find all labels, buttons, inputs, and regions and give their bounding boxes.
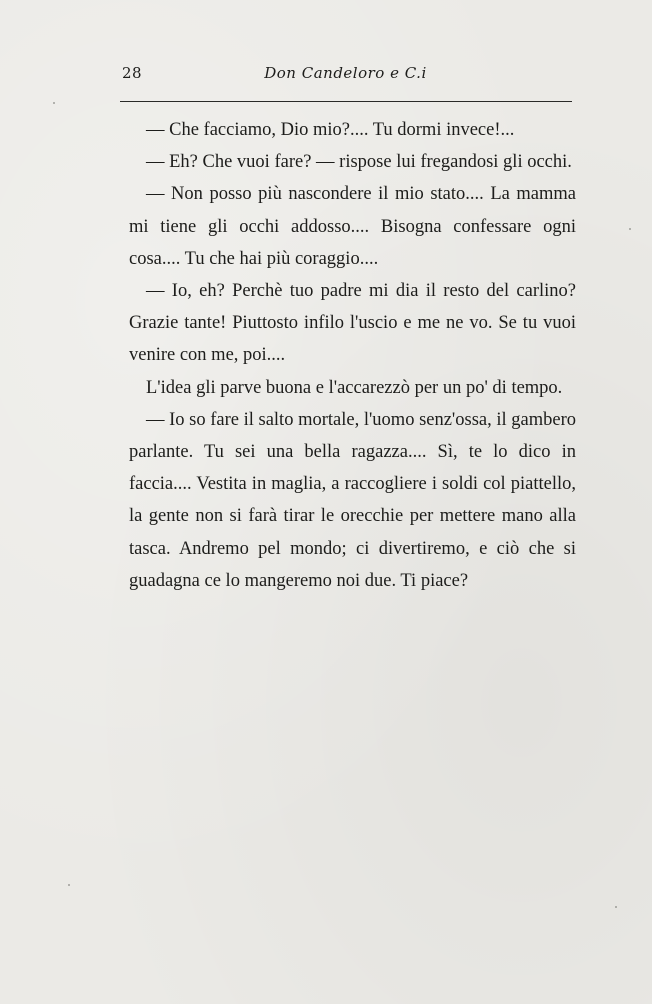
paragraph: — Eh? Che vuoi fare? — rispose lui fregandosi gli occhi. bbox=[146, 152, 572, 173]
paragraph: L'idea gli parve buona e l'accarezzò per un po' di tempo. bbox=[146, 377, 563, 398]
paper-speck bbox=[68, 884, 70, 886]
paper-speck bbox=[53, 102, 55, 104]
page-number: 28 bbox=[122, 64, 143, 82]
body-text bbox=[129, 114, 576, 597]
page-header bbox=[118, 62, 573, 88]
paragraph: — Io so fare il salto mortale, l'uomo senz'ossa, il gambero parlante. Tu sei una bella ragazza.... Sì, te lo dico in faccia.... Vestita in maglia, a raccogliere i soldi col piattello, la gente non si farà tirar le orecchie per mettere mano alla tasca. Andremo pel mondo; ci divertiremo, e ciò che si guadagna ce lo mangeremo noi due. Ti piace? bbox=[129, 409, 577, 591]
paragraph: — Non posso più nascondere il mio stato.... La mamma mi tiene gli occhi addosso.... Bisogna confessare ogni cosa.... Tu che hai più coraggio.... bbox=[129, 184, 576, 269]
running-title: Don Candeloro e C.i bbox=[264, 64, 427, 82]
paper-speck bbox=[629, 228, 631, 230]
paper-speck bbox=[615, 906, 617, 908]
paragraph: — Che facciamo, Dio mio?.... Tu dormi invece!... bbox=[146, 120, 515, 140]
header-rule bbox=[120, 101, 572, 102]
paragraph: — Io, eh? Perchè tuo padre mi dia il resto del carlino? Grazie tante! Piuttosto infilo l'uscio e me ne vo. Se tu vuoi venire con me, poi.... bbox=[129, 281, 576, 366]
